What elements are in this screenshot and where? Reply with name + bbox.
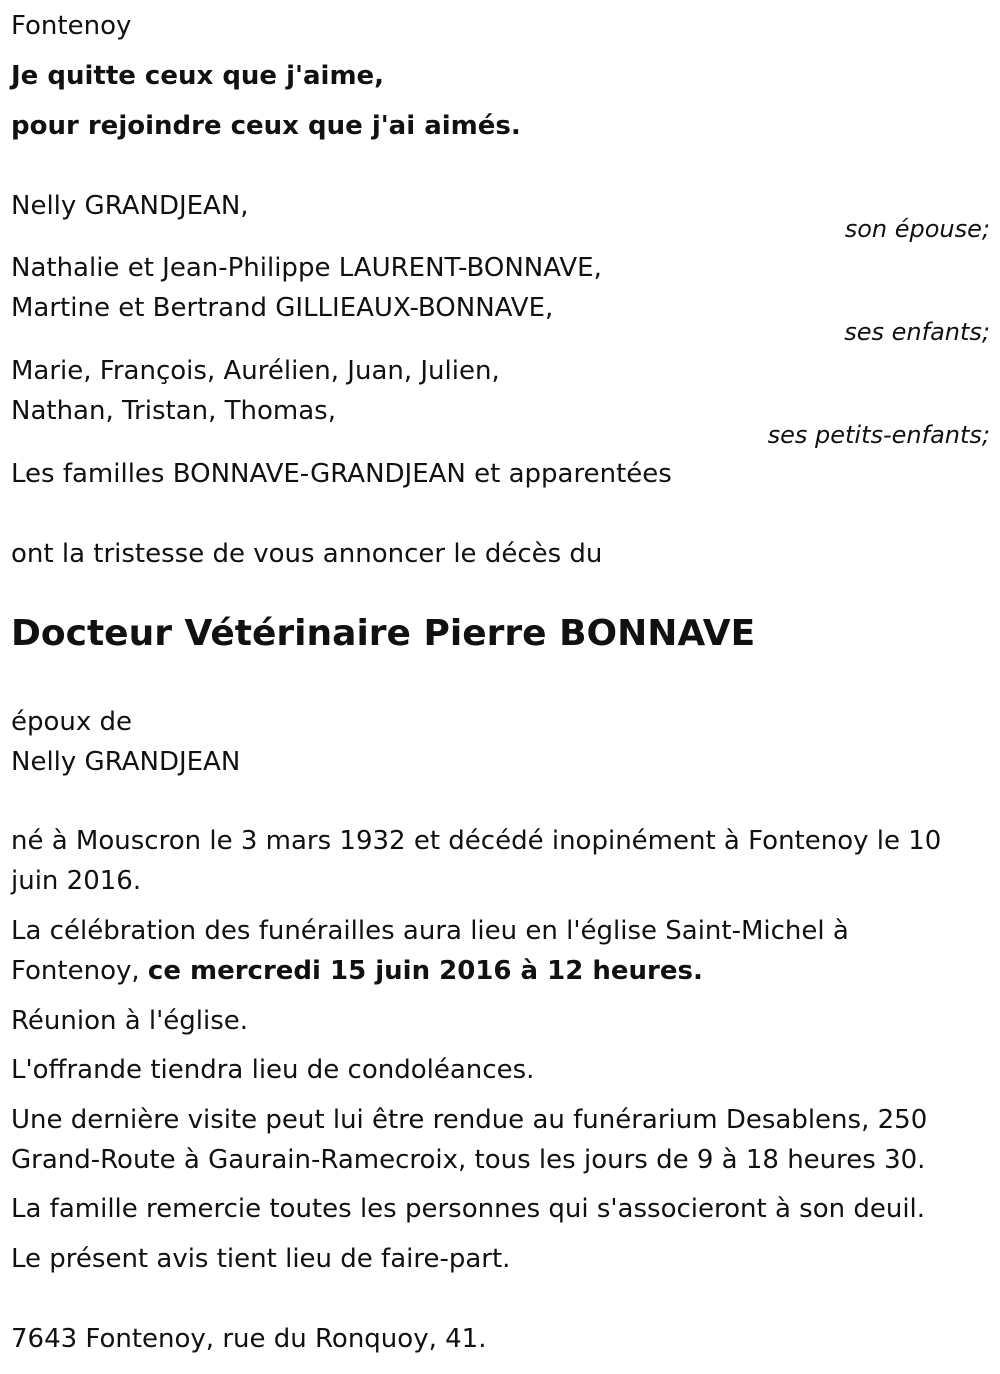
children-role: ses enfants; bbox=[844, 318, 990, 346]
ceremony-datetime: ce mercredi 15 juin 2016 à 12 heures. bbox=[147, 956, 703, 986]
ceremony-line-2 bbox=[11, 954, 703, 988]
quote-line-2: pour rejoindre ceux que j'ai aimés. bbox=[11, 111, 521, 141]
visit-line-2: Grand-Route à Gaurain-Ramecroix, tous les jours de 9 à 18 heures 30. bbox=[11, 1145, 926, 1175]
families-line: Les familles BONNAVE-GRANDJEAN et apparentées bbox=[11, 459, 672, 489]
grandchildren-line-1: Marie, François, Aurélien, Juan, Julien, bbox=[11, 356, 500, 386]
birth-death-line-2: juin 2016. bbox=[11, 866, 142, 896]
ceremony-line-1: La célébration des funérailles aura lieu en l'église Saint-Michel à bbox=[11, 916, 849, 946]
grandchildren-role: ses petits-enfants; bbox=[767, 421, 990, 449]
children-line-1: Nathalie et Jean-Philippe LAURENT-BONNAVE, bbox=[11, 253, 602, 283]
spouse-label: époux de bbox=[11, 707, 133, 737]
announcement-intro: ont la tristesse de vous annoncer le décès du bbox=[11, 539, 603, 569]
quote-line-1: Je quitte ceux que j'aime, bbox=[11, 61, 385, 91]
ceremony-place: Fontenoy, bbox=[11, 956, 148, 986]
spouse-name-repeat: Nelly GRANDJEAN bbox=[11, 747, 241, 777]
children-line-2: Martine et Bertrand GILLIEAUX-BONNAVE, bbox=[11, 293, 554, 323]
thanks-line: La famille remercie toutes les personnes qui s'associeront à son deuil. bbox=[11, 1194, 926, 1224]
meeting-info: Réunion à l'église. bbox=[11, 1006, 249, 1036]
place-header: Fontenoy bbox=[11, 11, 132, 41]
address-line: 7643 Fontenoy, rue du Ronquoy, 41. bbox=[11, 1324, 487, 1354]
notice-line: Le présent avis tient lieu de faire-part. bbox=[11, 1244, 511, 1274]
visit-line-1: Une dernière visite peut lui être rendue au funérarium Desablens, 250 bbox=[11, 1105, 928, 1135]
offering-info: L'offrande tiendra lieu de condoléances. bbox=[11, 1055, 535, 1085]
grandchildren-line-2: Nathan, Tristan, Thomas, bbox=[11, 396, 336, 426]
spouse-name: Nelly GRANDJEAN, bbox=[11, 191, 249, 221]
birth-death-line-1: né à Mouscron le 3 mars 1932 et décédé inopinément à Fontenoy le 10 bbox=[11, 826, 942, 856]
deceased-name: Docteur Vétérinaire Pierre BONNAVE bbox=[11, 613, 756, 654]
spouse-role: son épouse; bbox=[844, 215, 990, 243]
